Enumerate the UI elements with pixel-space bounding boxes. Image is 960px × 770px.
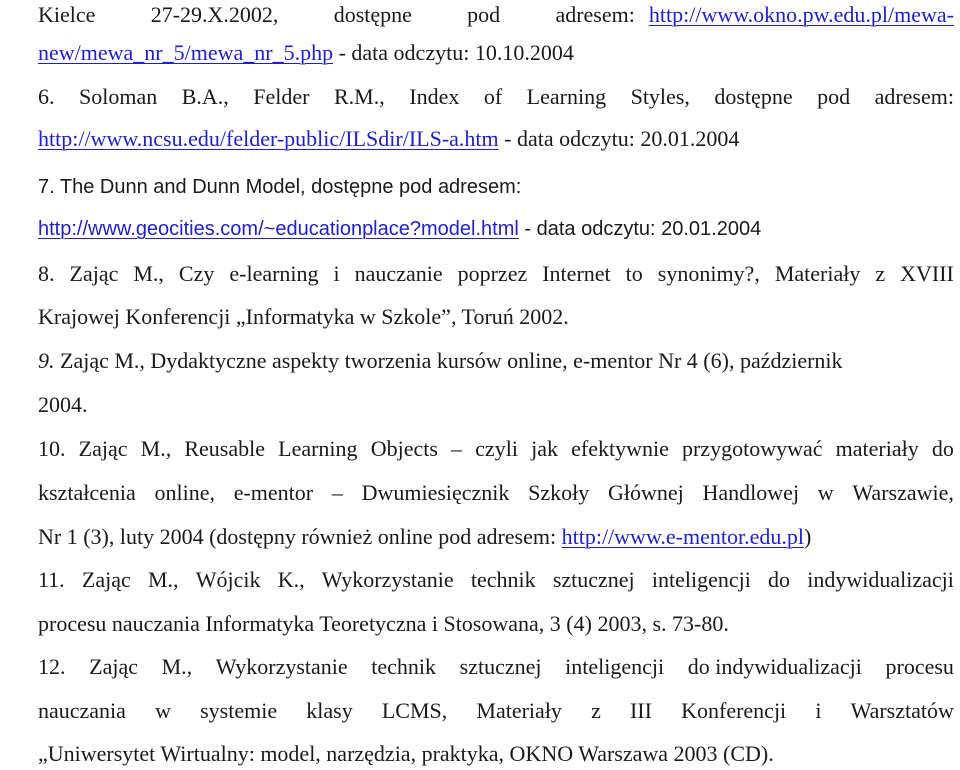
reference-11-word: inteligencji (651, 567, 751, 592)
reference-10-word: 10. (38, 436, 66, 461)
reference-10-word: kształcenia (38, 480, 136, 505)
reference-5-link-part-2[interactable]: new/mewa_nr_5/mewa_nr_5.php (38, 40, 334, 65)
reference-12-word: inteligencji (565, 654, 665, 679)
reference-5-line-2 (38, 38, 954, 68)
reference-10-word: e-mentor (233, 480, 314, 505)
reference-10-word: M., (140, 436, 172, 461)
reference-11-word: indywidualizacji (807, 567, 954, 592)
reference-10-word: czyli (475, 436, 518, 461)
reference-8-word: to (625, 261, 643, 286)
reference-10-word: Handlowej (702, 480, 800, 505)
reference-6-word: Felder (253, 84, 310, 109)
reference-6-access-date: - data odczytu: 20.01.2004 (498, 126, 740, 151)
reference-12-word: z (591, 698, 601, 723)
reference-6-word: Soloman (79, 84, 158, 109)
reference-8-word: Internet (542, 261, 611, 286)
reference-6-word: R.M., (334, 84, 385, 109)
reference-12-word: Materiały (476, 698, 562, 723)
reference-5-text (38, 0, 635, 30)
reference-12-word: Zając (89, 654, 138, 679)
reference-6-word: pod (817, 84, 851, 109)
reference-9-number: 9. (38, 348, 55, 373)
reference-12-text-continued: „Uniwersytet Wirtualny: model, narzędzia, praktyka, OKNO Warszawa 2003 (CD). (38, 741, 774, 766)
reference-11-word: 11. (38, 567, 65, 592)
reference-10-word: materiały (835, 436, 919, 461)
reference-12-word: klasy (306, 698, 353, 723)
reference-12-word: III (629, 698, 652, 723)
reference-7-line-2 (38, 214, 954, 244)
reference-5-word: 27-29.X.2002, (150, 2, 279, 27)
reference-12-word: do indywidualizacji (687, 654, 862, 679)
reference-10-text-continued: Nr 1 (3), luty 2004 (dostępny również online pod adresem: (38, 524, 562, 549)
reference-8-word: z (875, 261, 886, 286)
reference-10-word: Learning (278, 436, 358, 461)
reference-10-word: do (931, 436, 954, 461)
reference-8-word: nauczanie (354, 261, 443, 286)
reference-10-closing-paren: ) (803, 524, 812, 549)
reference-7-line-1 (38, 172, 954, 202)
reference-8-word: Zając (69, 261, 119, 286)
reference-9-text: Zając M., Dydaktyczne aspekty tworzenia kursów online, e-mentor Nr 4 (6), październik (60, 348, 843, 373)
reference-10-word: Głównej (608, 480, 684, 505)
reference-5-line-1 (38, 0, 954, 30)
reference-10-word: – (331, 480, 343, 505)
reference-10-word: w (817, 480, 834, 505)
reference-6-link[interactable]: http://www.ncsu.edu/felder-public/ILSdir/ILS-a.htm (38, 126, 499, 151)
reference-8-word: 8. (38, 261, 55, 286)
reference-6-word: Styles, (630, 84, 690, 109)
reference-8-word: Materiały (774, 261, 861, 286)
reference-12-word: technik (371, 654, 437, 679)
reference-12-word: 12. (38, 654, 66, 679)
reference-10-word: Objects (370, 436, 438, 461)
reference-7-text: The Dunn and Dunn Model, dostępne pod adresem: (59, 176, 522, 198)
reference-6-line-1 (38, 82, 954, 112)
reference-5-word: adresem: (555, 2, 635, 27)
reference-12-word: procesu (885, 654, 954, 679)
reference-11-word: do (768, 567, 791, 592)
reference-8-word: poprzez (457, 261, 528, 286)
reference-9-line-1 (38, 346, 954, 376)
reference-10-line-2 (38, 478, 954, 508)
reference-11-text-continued: procesu nauczania Informatyka Teoretyczna i Stosowana, 3 (4) 2003, s. 73-80. (38, 611, 729, 636)
reference-8-word: M., (133, 261, 164, 286)
reference-8-line-2 (38, 302, 954, 332)
reference-10-link[interactable]: http://www.e-mentor.edu.pl (561, 524, 804, 549)
reference-10-word: Dwumiesięcznik (361, 480, 510, 505)
reference-8-text-continued: Krajowej Konferencji „Informatyka w Szkole”, Toruń 2002. (38, 304, 569, 329)
reference-7-link[interactable]: http://www.geocities.com/~educationplace?model.html (38, 218, 519, 240)
reference-6-word: dostępne (714, 84, 793, 109)
reference-11-word: technik (470, 567, 536, 592)
reference-10-word: online, (154, 480, 215, 505)
reference-6-word: Learning (526, 84, 607, 109)
reference-8-word: XVIII (900, 261, 954, 286)
reference-10-word: przygotowywać (681, 436, 823, 461)
reference-5-word: pod (467, 2, 501, 27)
reference-10-word: Warszawie, (852, 480, 954, 505)
reference-12-line-2 (38, 696, 954, 726)
reference-10-word: – (451, 436, 463, 461)
reference-5-word: dostępne (333, 2, 412, 27)
reference-12-word: w (155, 698, 171, 723)
reference-6-word: 6. (38, 84, 55, 109)
reference-11-line-2 (38, 609, 954, 639)
reference-9-line-2 (38, 390, 954, 420)
reference-12-word: i (815, 698, 822, 723)
reference-6-word: adresem: (874, 84, 954, 109)
reference-10-word: Reusable (184, 436, 265, 461)
reference-8-word: synonimy?, (657, 261, 760, 286)
reference-11-word: K., (277, 567, 305, 592)
reference-10-word: Zając (78, 436, 128, 461)
reference-12-word: Konferencji (681, 698, 787, 723)
reference-12-word: LCMS, (381, 698, 448, 723)
reference-5-access-date: - data odczytu: 10.10.2004 (333, 40, 574, 65)
reference-8-line-1 (38, 259, 954, 289)
reference-6-word: of (483, 84, 503, 109)
reference-12-word: M., (161, 654, 193, 679)
reference-10-word: Szkoły (528, 480, 590, 505)
reference-11-word: sztucznej (552, 567, 635, 592)
reference-10-word: jak (531, 436, 558, 461)
reference-11-word: Zając (81, 567, 131, 592)
reference-6-line-2 (38, 124, 954, 154)
reference-8-word: Czy (178, 261, 215, 286)
reference-12-word: nauczania (38, 698, 126, 723)
reference-7-access-date: - data odczytu: 20.01.2004 (518, 218, 762, 240)
reference-11-word: Wykorzystanie (321, 567, 454, 592)
reference-11-line-1 (38, 565, 954, 595)
reference-12-word: sztucznej (459, 654, 542, 679)
reference-12-word: Warsztatów (850, 698, 954, 723)
reference-9-text-continued: 2004. (38, 392, 88, 417)
reference-11-word: Wójcik (195, 567, 261, 592)
reference-6-word: Index (409, 84, 460, 109)
reference-12-line-1 (38, 652, 954, 682)
reference-10-word: efektywnie (571, 436, 669, 461)
reference-5-word: Kielce (38, 2, 96, 27)
reference-10-line-1 (38, 434, 954, 464)
reference-10-line-3 (38, 522, 954, 552)
reference-5-link-part-1[interactable]: http://www.okno.pw.edu.pl/mewa- (648, 2, 954, 27)
reference-12-line-3 (38, 739, 954, 769)
reference-6-word: B.A., (181, 84, 229, 109)
reference-11-word: M., (147, 567, 179, 592)
reference-12-word: Wykorzystanie (215, 654, 348, 679)
reference-8-word: i (333, 261, 340, 286)
reference-8-word: e-learning (229, 261, 319, 286)
reference-12-word: systemie (200, 698, 278, 723)
reference-7-number: 7. (38, 176, 55, 198)
